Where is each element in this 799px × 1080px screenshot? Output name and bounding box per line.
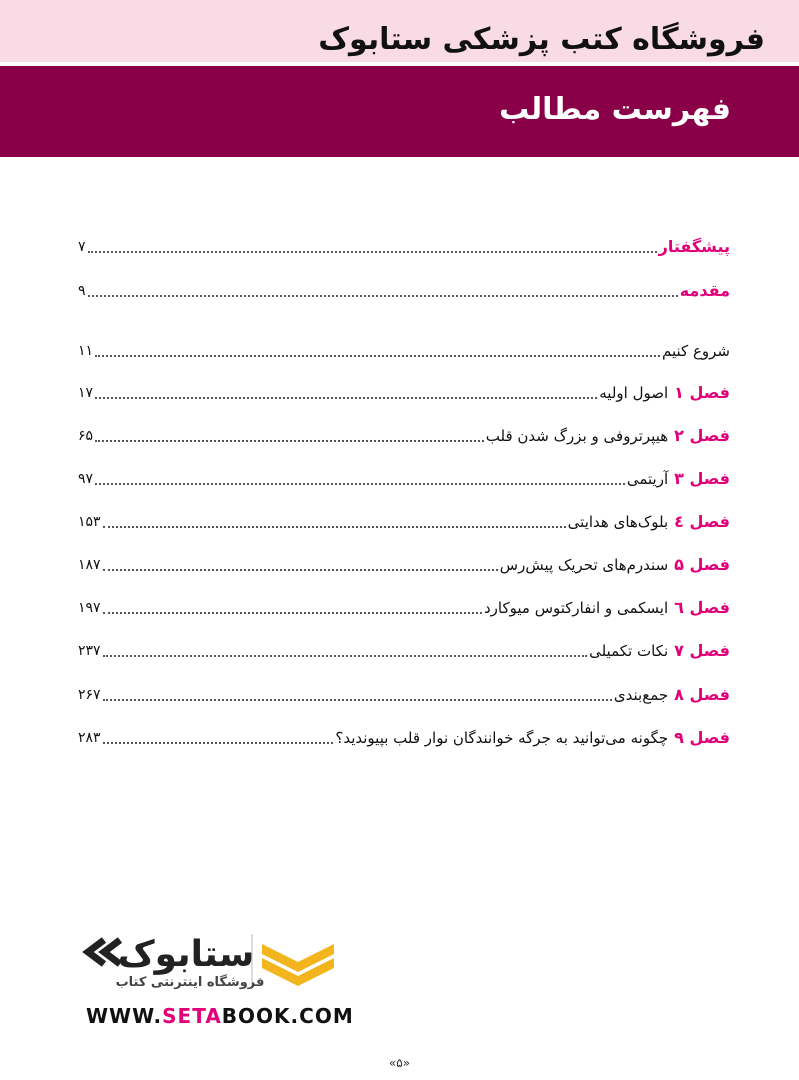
leader-dots: [103, 699, 612, 701]
setabook-logo-graphic: [80, 926, 340, 1006]
page-number: «۵»: [388, 1056, 411, 1070]
toc-entry-chapter[interactable]: [78, 421, 730, 447]
leader-dots: [103, 569, 498, 571]
leader-dots: [95, 397, 597, 399]
toc-page-number: ۲۳۷: [78, 643, 101, 659]
toc-entry-chapter[interactable]: [78, 507, 730, 533]
chapter-title: بلوک‌های هدایتی: [567, 513, 669, 531]
toc-entry-chapter[interactable]: [78, 464, 730, 490]
site-part-2: SETA: [162, 1004, 222, 1028]
chapter-title: آریتمی: [626, 470, 669, 488]
site-part-1: WWW.: [86, 1004, 163, 1028]
leader-dots: [95, 483, 625, 485]
toc-entry-chapter[interactable]: [78, 723, 730, 749]
header-band: [0, 0, 799, 62]
leader-dots: [103, 742, 334, 744]
chapter-prefix: فصل ٤: [674, 512, 730, 531]
toc-entry-chapter[interactable]: [78, 378, 730, 404]
toc-entry-intro[interactable]: [78, 276, 730, 302]
toc-page-number: ۱۸۷: [78, 557, 101, 573]
toc-entry-start[interactable]: [78, 336, 730, 362]
toc-page-number: ۱۵۳: [78, 514, 101, 530]
chapter-prefix: فصل ۵: [674, 555, 730, 574]
chapter-title: نکات تکمیلی: [589, 642, 669, 660]
chapter-title: سندرم‌های تحریک پیش‌رس: [499, 556, 669, 574]
leader-dots: [95, 440, 484, 442]
toc-entry-chapter[interactable]: [78, 550, 730, 576]
toc-page-number: ۱۹۷: [78, 600, 101, 616]
page-title: فهرست مطالب: [499, 92, 731, 127]
toc-banner: [0, 66, 799, 157]
site-part-3: BOOK.COM: [221, 1004, 354, 1028]
brand-wordmark: ستابوک: [117, 934, 255, 975]
toc-page-number: ۷: [78, 239, 86, 255]
chapter-prefix: فصل ۸: [674, 685, 730, 704]
toc-page-number: ۱۱: [78, 343, 94, 359]
chapter-title: ایسکمی و انفارکتوس میوکارد: [483, 599, 669, 617]
toc-page-number: ۱۷: [78, 385, 94, 401]
chapter-prefix: فصل ۷: [674, 641, 730, 660]
chapter-prefix: فصل ۲: [674, 426, 730, 445]
toc-page-number: ۹: [78, 283, 86, 299]
toc-entry-chapter[interactable]: [78, 636, 730, 662]
toc-entry-label: پیشگفتار: [658, 237, 730, 256]
toc-entry-label: مقدمه: [679, 281, 730, 300]
leader-dots: [103, 655, 588, 657]
double-chevron-icon: [88, 940, 120, 964]
brand-tagline: فروشگاه اینترنتی کتاب: [115, 975, 265, 990]
chevron-book-icon: [262, 944, 334, 986]
toc-page-number: ۶۵: [78, 428, 94, 444]
chapter-prefix: فصل ٦: [674, 598, 730, 617]
toc-page-number: ۹۷: [78, 471, 94, 487]
setabook-logo: [80, 926, 340, 1006]
leader-dots: [103, 526, 566, 528]
toc-entry-label: شروع کنیم: [662, 342, 730, 360]
chapter-title: اصول اولیه: [599, 384, 669, 402]
toc-entry-chapter[interactable]: [78, 593, 730, 619]
leader-dots: [95, 355, 660, 357]
leader-dots: [103, 612, 482, 614]
chapter-title: چگونه می‌توانید به جرگه خوانندگان نوار قلب بپیوندید؟: [335, 729, 669, 747]
leader-dots: [88, 251, 657, 253]
toc-page-number: ۲۶۷: [78, 687, 101, 703]
chapter-title: جمع‌بندی: [613, 686, 669, 704]
toc-entry-chapter[interactable]: [78, 680, 730, 706]
leader-dots: [88, 295, 678, 297]
toc-entry-preface[interactable]: [78, 232, 730, 258]
chapter-title: هیپرتروفی و بزرگ شدن قلب: [485, 427, 669, 445]
website-url[interactable]: [86, 1004, 354, 1028]
chapter-prefix: فصل ۹: [674, 728, 730, 747]
chapter-prefix: فصل ۱: [674, 383, 730, 402]
shop-title: فروشگاه کتب پزشکی ستابوک: [318, 22, 765, 57]
toc-page-number: ۲۸۳: [78, 730, 101, 746]
chapter-prefix: فصل ۳: [674, 469, 730, 488]
